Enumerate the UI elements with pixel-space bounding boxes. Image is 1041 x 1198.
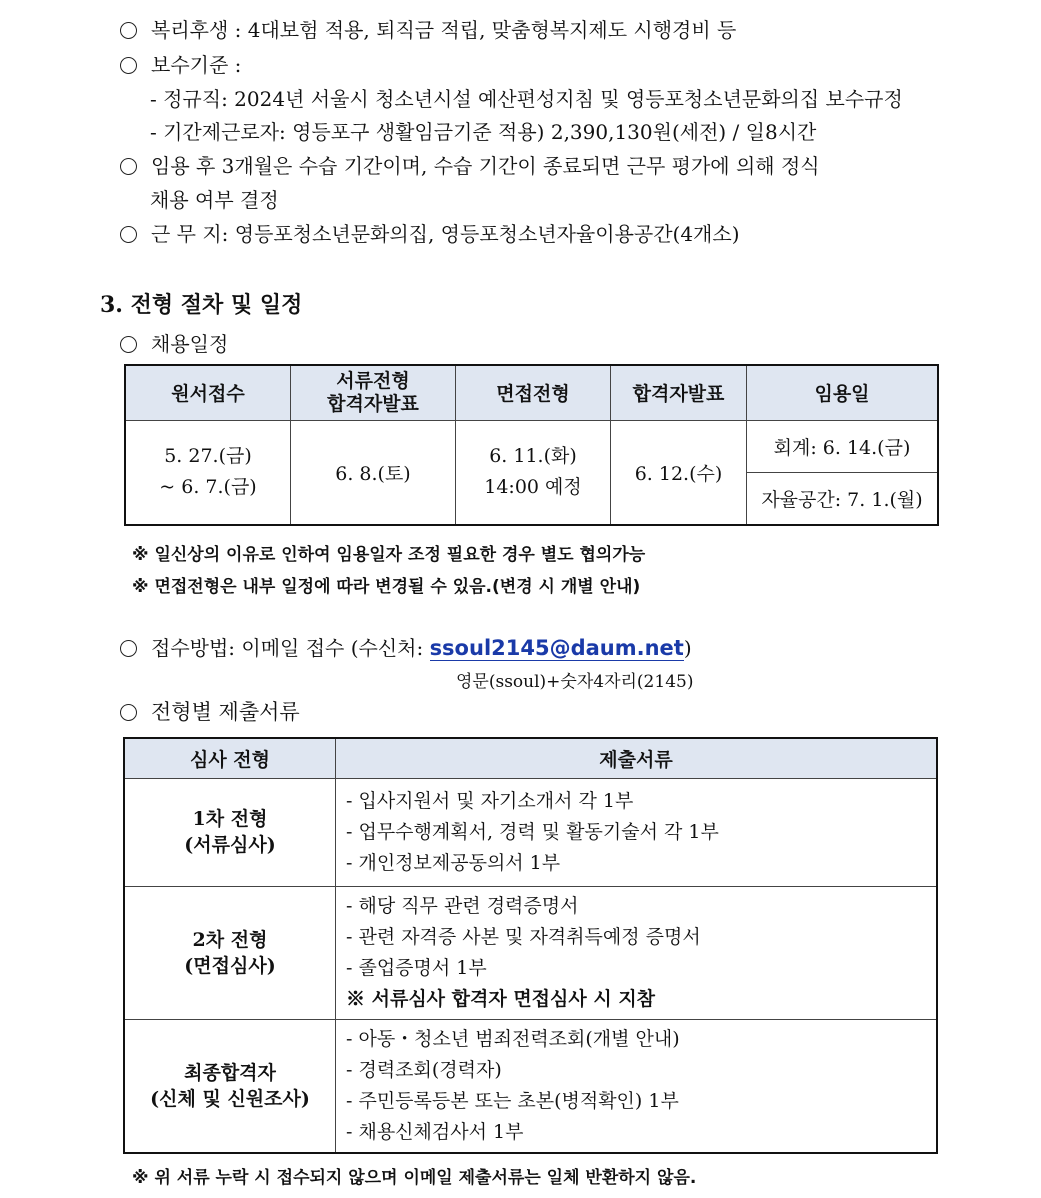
probation-line: 임용 후 3개월은 수습 기간이며, 수습 기간이 종료되면 근무 평가에 의해 정식 — [120, 150, 942, 179]
list-item: - 개인정보제공동의서 1부 — [346, 851, 561, 874]
documents-cell — [336, 778, 938, 886]
cell-doc-result: 6. 8.(토) — [291, 420, 456, 525]
documents-cell — [336, 1019, 938, 1153]
stage-cell: 2차 전형 (면접심사) — [124, 886, 336, 1019]
header-documents: 제출서류 — [336, 738, 938, 778]
documents-cell — [336, 886, 938, 1019]
email-link[interactable]: ssoul2145@daum.net — [429, 636, 684, 660]
section-heading: 3. 전형 절차 및 일정 — [100, 292, 303, 318]
schedule-label: 채용일정 — [120, 328, 228, 357]
header-apply: 원서접수 — [125, 365, 291, 420]
list-item: - 업무수행계획서, 경력 및 활동기술서 각 1부 — [346, 820, 719, 843]
final-note: ※ 위 서류 누락 시 접수되지 않으며 이메일 제출서류는 일체 반환하지 않음. — [132, 1168, 697, 1188]
circle-bullet-icon — [120, 640, 137, 657]
circle-bullet-icon — [120, 57, 137, 74]
cell-start-space: 자율공간: 7. 1.(월) — [747, 473, 939, 525]
list-item: - 입사지원서 및 자기소개서 각 1부 — [346, 789, 634, 812]
probation-line-2: 채용 여부 결정 — [150, 188, 279, 212]
documents-table — [123, 737, 938, 1154]
header-doc-result: 서류전형 합격자발표 — [291, 365, 456, 420]
cell-apply: 5. 27.(금) ~ 6. 7.(금) — [125, 420, 291, 525]
list-item: - 해당 직무 관련 경력증명서 — [346, 894, 579, 917]
schedule-note-2: ※ 면접전형은 내부 일정에 따라 변경될 수 있음.(변경 시 개별 안내) — [132, 577, 641, 597]
list-item: - 채용신체검사서 1부 — [346, 1120, 524, 1143]
circle-bullet-icon — [120, 336, 137, 353]
pay-regular-line: - 정규직: 2024년 서울시 청소년시설 예산편성지침 및 영등포청소년문화의집 보수규정 — [150, 87, 903, 111]
pay-fixed-line: - 기간제근로자: 영등포구 생활임금기준 적용) 2,390,130원(세전) / 일8시간 — [150, 120, 817, 144]
stage-cell: 1차 전형 (서류심사) — [124, 778, 336, 886]
cell-start-accounting: 회계: 6. 14.(금) — [747, 420, 939, 472]
list-item: - 주민등록등본 또는 초본(병적확인) 1부 — [346, 1089, 679, 1112]
circle-bullet-icon — [120, 226, 137, 243]
list-item: - 아동・청소년 범죄전력조회(개별 안내) — [346, 1027, 680, 1050]
list-item: ※ 서류심사 합격자 면접심사 시 지참 — [346, 987, 656, 1010]
pay-label-line: 보수기준 : — [120, 49, 241, 78]
welfare-line: 복리후생 : 4대보험 적용, 퇴직금 적립, 맞춤형복지제도 시행경비 등 — [120, 14, 736, 43]
list-item: - 관련 자격증 사본 및 자격취득예정 증명서 — [346, 925, 701, 948]
header-final-result: 합격자발표 — [611, 365, 747, 420]
list-item: - 졸업증명서 1부 — [346, 956, 487, 979]
circle-bullet-icon — [120, 704, 137, 721]
header-stage: 심사 전형 — [124, 738, 336, 778]
cell-final-result: 6. 12.(수) — [611, 420, 747, 525]
header-start-date: 임용일 — [747, 365, 939, 420]
cell-interview: 6. 11.(화) 14:00 예정 — [456, 420, 611, 525]
circle-bullet-icon — [120, 158, 137, 175]
circle-bullet-icon — [120, 22, 137, 39]
header-interview: 면접전형 — [456, 365, 611, 420]
schedule-note-1: ※ 일신상의 이유로 인하여 임용일자 조정 필요한 경우 별도 협의가능 — [132, 545, 646, 565]
stage-cell: 최종합격자 (신체 및 신원조사) — [124, 1019, 336, 1153]
list-item: - 경력조회(경력자) — [346, 1058, 502, 1081]
email-hint: 영문(ssoul)+숫자4자리(2145) — [456, 672, 694, 692]
docs-label: 전형별 제출서류 — [120, 696, 300, 726]
workplace-line: 근 무 지: 영등포청소년문화의집, 영등포청소년자율이용공간(4개소) — [120, 218, 740, 247]
schedule-table — [124, 364, 939, 526]
apply-method-line: 접수방법: 이메일 접수 (수신처: ssoul2145@daum.net) — [120, 632, 692, 661]
